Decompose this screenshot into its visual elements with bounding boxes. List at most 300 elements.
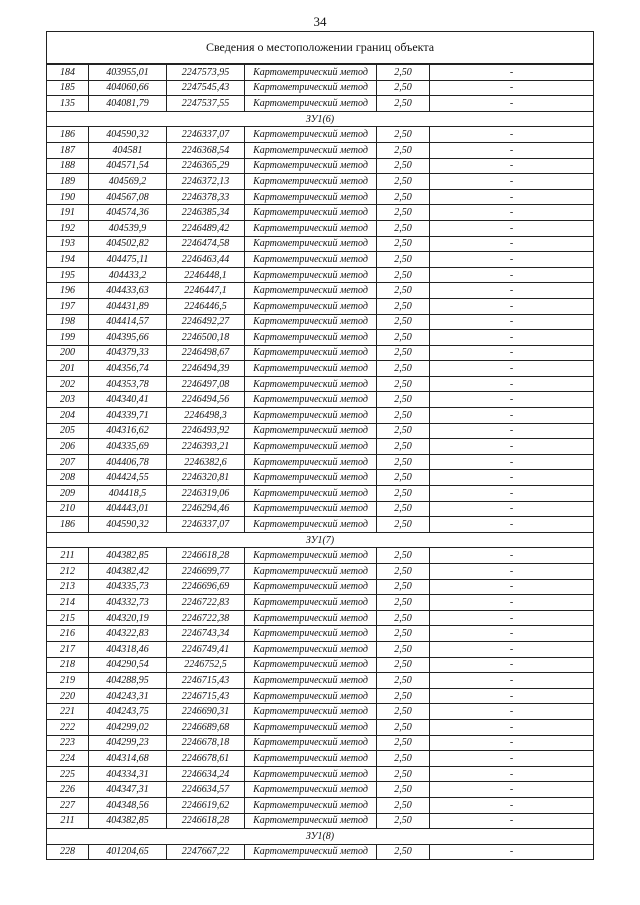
point-number-cell: 211 — [47, 813, 89, 829]
coord-y-cell: 2246378,33 — [167, 189, 245, 205]
description-cell: - — [430, 641, 594, 657]
coord-y-cell: 2247537,55 — [167, 96, 245, 112]
point-number-cell: 190 — [47, 189, 89, 205]
method-cell: Картометрический метод — [245, 236, 377, 252]
description-cell: - — [430, 766, 594, 782]
coord-x-cell: 404060,66 — [89, 80, 167, 96]
accuracy-cell: 2,50 — [377, 96, 430, 112]
coord-x-cell: 404290,54 — [89, 657, 167, 673]
description-cell: - — [430, 330, 594, 346]
description-cell: - — [430, 517, 594, 533]
method-cell: Картометрический метод — [245, 408, 377, 424]
description-cell: - — [430, 782, 594, 798]
description-cell: - — [430, 751, 594, 767]
table-row — [47, 142, 594, 158]
description-cell: - — [430, 813, 594, 829]
method-cell: Картометрический метод — [245, 267, 377, 283]
table-row — [47, 641, 594, 657]
coord-x-cell: 404288,95 — [89, 673, 167, 689]
point-number-cell: 228 — [47, 844, 89, 860]
coord-x-cell: 404243,75 — [89, 704, 167, 720]
coord-x-cell: 404243,31 — [89, 688, 167, 704]
coord-y-cell: 2246474,58 — [167, 236, 245, 252]
point-number-cell: 210 — [47, 501, 89, 517]
point-number-cell: 196 — [47, 283, 89, 299]
point-number-cell: 215 — [47, 610, 89, 626]
accuracy-cell: 2,50 — [377, 610, 430, 626]
point-number-cell: 213 — [47, 579, 89, 595]
method-cell: Картометрический метод — [245, 673, 377, 689]
point-number-cell: 193 — [47, 236, 89, 252]
method-cell: Картометрический метод — [245, 486, 377, 502]
accuracy-cell: 2,50 — [377, 579, 430, 595]
coord-x-cell: 401204,65 — [89, 844, 167, 860]
accuracy-cell: 2,50 — [377, 345, 430, 361]
coord-x-cell: 404347,31 — [89, 782, 167, 798]
accuracy-cell: 2,50 — [377, 408, 430, 424]
accuracy-cell: 2,50 — [377, 486, 430, 502]
description-cell: - — [430, 704, 594, 720]
coord-x-cell: 404414,57 — [89, 314, 167, 330]
coord-y-cell: 2246618,28 — [167, 548, 245, 564]
point-number-cell: 192 — [47, 220, 89, 236]
method-cell: Картометрический метод — [245, 719, 377, 735]
section-label: ЗУ1(6) — [47, 111, 594, 127]
coord-y-cell: 2246337,07 — [167, 127, 245, 143]
table-body — [47, 32, 594, 860]
coord-y-cell: 2246320,81 — [167, 470, 245, 486]
method-cell: Картометрический метод — [245, 813, 377, 829]
description-cell: - — [430, 626, 594, 642]
coord-y-cell: 2246492,27 — [167, 314, 245, 330]
description-cell: - — [430, 80, 594, 96]
coord-x-cell: 404590,32 — [89, 127, 167, 143]
description-cell: - — [430, 439, 594, 455]
method-cell: Картометрический метод — [245, 548, 377, 564]
point-number-cell: 204 — [47, 408, 89, 424]
coord-x-cell: 404081,79 — [89, 96, 167, 112]
point-number-cell: 219 — [47, 673, 89, 689]
table-row — [47, 548, 594, 564]
table-row — [47, 766, 594, 782]
accuracy-cell: 2,50 — [377, 595, 430, 611]
description-cell: - — [430, 127, 594, 143]
description-cell: - — [430, 486, 594, 502]
description-cell: - — [430, 252, 594, 268]
point-number-cell: 194 — [47, 252, 89, 268]
accuracy-cell: 2,50 — [377, 236, 430, 252]
table-row — [47, 96, 594, 112]
method-cell: Картометрический метод — [245, 782, 377, 798]
accuracy-cell: 2,50 — [377, 751, 430, 767]
table-row — [47, 657, 594, 673]
point-number-cell: 203 — [47, 392, 89, 408]
coord-x-cell: 404418,5 — [89, 486, 167, 502]
section-row — [47, 111, 594, 127]
accuracy-cell: 2,50 — [377, 283, 430, 299]
coord-y-cell: 2246319,06 — [167, 486, 245, 502]
method-cell: Картометрический метод — [245, 423, 377, 439]
method-cell: Картометрический метод — [245, 158, 377, 174]
table-row — [47, 220, 594, 236]
point-number-cell: 206 — [47, 439, 89, 455]
table-row — [47, 392, 594, 408]
section-label: ЗУ1(7) — [47, 532, 594, 548]
accuracy-cell: 2,50 — [377, 766, 430, 782]
point-number-cell: 187 — [47, 142, 89, 158]
table-row — [47, 376, 594, 392]
point-number-cell: 198 — [47, 314, 89, 330]
method-cell: Картометрический метод — [245, 376, 377, 392]
accuracy-cell: 2,50 — [377, 782, 430, 798]
coord-y-cell: 2247667,22 — [167, 844, 245, 860]
table-row — [47, 252, 594, 268]
coord-x-cell: 404348,56 — [89, 797, 167, 813]
description-cell: - — [430, 142, 594, 158]
point-number-cell: 200 — [47, 345, 89, 361]
coord-y-cell: 2246699,77 — [167, 564, 245, 580]
table-row — [47, 423, 594, 439]
coord-x-cell: 404299,02 — [89, 719, 167, 735]
point-number-cell: 186 — [47, 517, 89, 533]
description-cell: - — [430, 408, 594, 424]
point-number-cell: 201 — [47, 361, 89, 377]
point-number-cell: 189 — [47, 174, 89, 190]
table-row — [47, 579, 594, 595]
accuracy-cell: 2,50 — [377, 174, 430, 190]
accuracy-cell: 2,50 — [377, 330, 430, 346]
coord-y-cell: 2246678,18 — [167, 735, 245, 751]
description-cell: - — [430, 267, 594, 283]
boundary-table — [46, 31, 594, 860]
description-cell: - — [430, 298, 594, 314]
method-cell: Картометрический метод — [245, 610, 377, 626]
coord-x-cell: 404340,41 — [89, 392, 167, 408]
method-cell: Картометрический метод — [245, 80, 377, 96]
method-cell: Картометрический метод — [245, 220, 377, 236]
accuracy-cell: 2,50 — [377, 252, 430, 268]
table-row — [47, 80, 594, 96]
description-cell: - — [430, 719, 594, 735]
point-number-cell: 226 — [47, 782, 89, 798]
accuracy-cell: 2,50 — [377, 657, 430, 673]
coord-x-cell: 404335,69 — [89, 439, 167, 455]
coord-y-cell: 2246494,56 — [167, 392, 245, 408]
accuracy-cell: 2,50 — [377, 688, 430, 704]
table-row — [47, 330, 594, 346]
table-row — [47, 844, 594, 860]
coord-x-cell: 404539,9 — [89, 220, 167, 236]
method-cell: Картометрический метод — [245, 298, 377, 314]
point-number-cell: 185 — [47, 80, 89, 96]
table-row — [47, 298, 594, 314]
point-number-cell: 188 — [47, 158, 89, 174]
accuracy-cell: 2,50 — [377, 626, 430, 642]
coord-x-cell: 404431,89 — [89, 298, 167, 314]
method-cell: Картометрический метод — [245, 314, 377, 330]
coord-y-cell: 2246489,42 — [167, 220, 245, 236]
accuracy-cell: 2,50 — [377, 423, 430, 439]
coord-y-cell: 2246690,31 — [167, 704, 245, 720]
accuracy-cell: 2,50 — [377, 142, 430, 158]
point-number-cell: 184 — [47, 64, 89, 80]
accuracy-cell: 2,50 — [377, 641, 430, 657]
coord-x-cell: 404316,62 — [89, 423, 167, 439]
description-cell: - — [430, 548, 594, 564]
description-cell: - — [430, 361, 594, 377]
coord-y-cell: 2247545,43 — [167, 80, 245, 96]
description-cell: - — [430, 314, 594, 330]
description-cell: - — [430, 236, 594, 252]
coord-x-cell: 404318,46 — [89, 641, 167, 657]
point-number-cell: 199 — [47, 330, 89, 346]
method-cell: Картометрический метод — [245, 564, 377, 580]
coord-y-cell: 2246393,21 — [167, 439, 245, 455]
table-header: Сведения о местоположении границ объекта — [47, 32, 594, 65]
description-cell: - — [430, 376, 594, 392]
coord-x-cell: 404299,23 — [89, 735, 167, 751]
point-number-cell: 212 — [47, 564, 89, 580]
description-cell: - — [430, 470, 594, 486]
coord-y-cell: 2246722,38 — [167, 610, 245, 626]
point-number-cell: 227 — [47, 797, 89, 813]
table-row — [47, 454, 594, 470]
coord-x-cell: 403955,01 — [89, 64, 167, 80]
method-cell: Картометрический метод — [245, 392, 377, 408]
accuracy-cell: 2,50 — [377, 470, 430, 486]
coord-y-cell: 2246382,6 — [167, 454, 245, 470]
description-cell: - — [430, 189, 594, 205]
method-cell: Картометрический метод — [245, 330, 377, 346]
point-number-cell: 186 — [47, 127, 89, 143]
coord-y-cell: 2246498,3 — [167, 408, 245, 424]
coord-x-cell: 404395,66 — [89, 330, 167, 346]
description-cell: - — [430, 174, 594, 190]
accuracy-cell: 2,50 — [377, 205, 430, 221]
method-cell: Картометрический метод — [245, 501, 377, 517]
point-number-cell: 225 — [47, 766, 89, 782]
description-cell: - — [430, 595, 594, 611]
coord-y-cell: 2246752,5 — [167, 657, 245, 673]
description-cell: - — [430, 345, 594, 361]
table-row — [47, 719, 594, 735]
coord-y-cell: 2247573,95 — [167, 64, 245, 80]
table-row — [47, 797, 594, 813]
point-number-cell: 220 — [47, 688, 89, 704]
description-cell: - — [430, 657, 594, 673]
coord-y-cell: 2246715,43 — [167, 688, 245, 704]
method-cell: Картометрический метод — [245, 657, 377, 673]
accuracy-cell: 2,50 — [377, 564, 430, 580]
accuracy-cell: 2,50 — [377, 267, 430, 283]
accuracy-cell: 2,50 — [377, 314, 430, 330]
description-cell: - — [430, 564, 594, 580]
method-cell: Картометрический метод — [245, 470, 377, 486]
point-number-cell: 223 — [47, 735, 89, 751]
accuracy-cell: 2,50 — [377, 127, 430, 143]
description-cell: - — [430, 283, 594, 299]
point-number-cell: 221 — [47, 704, 89, 720]
accuracy-cell: 2,50 — [377, 298, 430, 314]
coord-y-cell: 2246368,54 — [167, 142, 245, 158]
coord-x-cell: 404356,74 — [89, 361, 167, 377]
coord-x-cell: 404332,73 — [89, 595, 167, 611]
point-number-cell: 216 — [47, 626, 89, 642]
table-row — [47, 486, 594, 502]
coord-y-cell: 2246634,24 — [167, 766, 245, 782]
description-cell: - — [430, 392, 594, 408]
table-row — [47, 283, 594, 299]
point-number-cell: 214 — [47, 595, 89, 611]
coord-x-cell: 404433,63 — [89, 283, 167, 299]
coord-y-cell: 2246749,41 — [167, 641, 245, 657]
coord-y-cell: 2246619,62 — [167, 797, 245, 813]
description-cell: - — [430, 454, 594, 470]
coord-x-cell: 404581 — [89, 142, 167, 158]
description-cell: - — [430, 844, 594, 860]
accuracy-cell: 2,50 — [377, 844, 430, 860]
coord-x-cell: 404574,36 — [89, 205, 167, 221]
method-cell: Картометрический метод — [245, 439, 377, 455]
coord-x-cell: 404322,83 — [89, 626, 167, 642]
table-row — [47, 673, 594, 689]
coord-y-cell: 2246294,46 — [167, 501, 245, 517]
description-cell: - — [430, 205, 594, 221]
table-row — [47, 782, 594, 798]
coord-y-cell: 2246372,13 — [167, 174, 245, 190]
method-cell: Картометрический метод — [245, 626, 377, 642]
method-cell: Картометрический метод — [245, 142, 377, 158]
coord-y-cell: 2246494,39 — [167, 361, 245, 377]
coord-y-cell: 2246493,92 — [167, 423, 245, 439]
coord-x-cell: 404382,42 — [89, 564, 167, 580]
accuracy-cell: 2,50 — [377, 517, 430, 533]
method-cell: Картометрический метод — [245, 735, 377, 751]
accuracy-cell: 2,50 — [377, 80, 430, 96]
table-row — [47, 158, 594, 174]
accuracy-cell: 2,50 — [377, 735, 430, 751]
method-cell: Картометрический метод — [245, 252, 377, 268]
coord-y-cell: 2246618,28 — [167, 813, 245, 829]
coord-y-cell: 2246722,83 — [167, 595, 245, 611]
point-number-cell: 205 — [47, 423, 89, 439]
table-row — [47, 236, 594, 252]
point-number-cell: 195 — [47, 267, 89, 283]
accuracy-cell: 2,50 — [377, 673, 430, 689]
coord-x-cell: 404424,55 — [89, 470, 167, 486]
table-row — [47, 517, 594, 533]
point-number-cell: 218 — [47, 657, 89, 673]
coord-x-cell: 404320,19 — [89, 610, 167, 626]
coord-y-cell: 2246689,68 — [167, 719, 245, 735]
accuracy-cell: 2,50 — [377, 797, 430, 813]
coord-y-cell: 2246634,57 — [167, 782, 245, 798]
table-row — [47, 189, 594, 205]
method-cell: Картометрический метод — [245, 751, 377, 767]
point-number-cell: 209 — [47, 486, 89, 502]
method-cell: Картометрический метод — [245, 96, 377, 112]
accuracy-cell: 2,50 — [377, 454, 430, 470]
description-cell: - — [430, 735, 594, 751]
coord-x-cell: 404353,78 — [89, 376, 167, 392]
description-cell: - — [430, 610, 594, 626]
accuracy-cell: 2,50 — [377, 392, 430, 408]
coord-x-cell: 404334,31 — [89, 766, 167, 782]
method-cell: Картометрический метод — [245, 766, 377, 782]
table-row — [47, 408, 594, 424]
coord-x-cell: 404339,71 — [89, 408, 167, 424]
table-row — [47, 174, 594, 190]
point-number-cell: 208 — [47, 470, 89, 486]
accuracy-cell: 2,50 — [377, 220, 430, 236]
method-cell: Картометрический метод — [245, 797, 377, 813]
method-cell: Картометрический метод — [245, 189, 377, 205]
coord-x-cell: 404443,01 — [89, 501, 167, 517]
coord-x-cell: 404433,2 — [89, 267, 167, 283]
table-row — [47, 267, 594, 283]
coord-y-cell: 2246497,08 — [167, 376, 245, 392]
method-cell: Картометрический метод — [245, 454, 377, 470]
method-cell: Картометрический метод — [245, 64, 377, 80]
coord-x-cell: 404406,78 — [89, 454, 167, 470]
accuracy-cell: 2,50 — [377, 704, 430, 720]
accuracy-cell: 2,50 — [377, 501, 430, 517]
accuracy-cell: 2,50 — [377, 158, 430, 174]
accuracy-cell: 2,50 — [377, 719, 430, 735]
table-row — [47, 501, 594, 517]
table-row — [47, 470, 594, 486]
coord-y-cell: 2246337,07 — [167, 517, 245, 533]
coord-y-cell: 2246365,29 — [167, 158, 245, 174]
method-cell: Картометрический метод — [245, 174, 377, 190]
coord-y-cell: 2246446,5 — [167, 298, 245, 314]
table-row — [47, 345, 594, 361]
table-row — [47, 127, 594, 143]
coord-y-cell: 2246715,43 — [167, 673, 245, 689]
page-number: 34 — [313, 14, 327, 29]
method-cell: Картометрический метод — [245, 641, 377, 657]
description-cell: - — [430, 96, 594, 112]
method-cell: Картометрический метод — [245, 127, 377, 143]
accuracy-cell: 2,50 — [377, 439, 430, 455]
method-cell: Картометрический метод — [245, 517, 377, 533]
point-number-cell: 224 — [47, 751, 89, 767]
coord-y-cell: 2246385,34 — [167, 205, 245, 221]
point-number-cell: 202 — [47, 376, 89, 392]
point-number-cell: 197 — [47, 298, 89, 314]
coord-y-cell: 2246448,1 — [167, 267, 245, 283]
table-row — [47, 813, 594, 829]
coord-x-cell: 404475,11 — [89, 252, 167, 268]
table-row — [47, 205, 594, 221]
coord-y-cell: 2246463,44 — [167, 252, 245, 268]
coord-x-cell: 404590,32 — [89, 517, 167, 533]
point-number-cell: 222 — [47, 719, 89, 735]
coord-x-cell: 404382,85 — [89, 548, 167, 564]
table-row — [47, 610, 594, 626]
coord-x-cell: 404314,68 — [89, 751, 167, 767]
description-cell: - — [430, 158, 594, 174]
table-row — [47, 361, 594, 377]
coord-y-cell: 2246678,61 — [167, 751, 245, 767]
coord-x-cell: 404569,2 — [89, 174, 167, 190]
coord-x-cell: 404335,73 — [89, 579, 167, 595]
description-cell: - — [430, 797, 594, 813]
point-number-cell: 191 — [47, 205, 89, 221]
method-cell: Картометрический метод — [245, 361, 377, 377]
coord-x-cell: 404502,82 — [89, 236, 167, 252]
accuracy-cell: 2,50 — [377, 376, 430, 392]
